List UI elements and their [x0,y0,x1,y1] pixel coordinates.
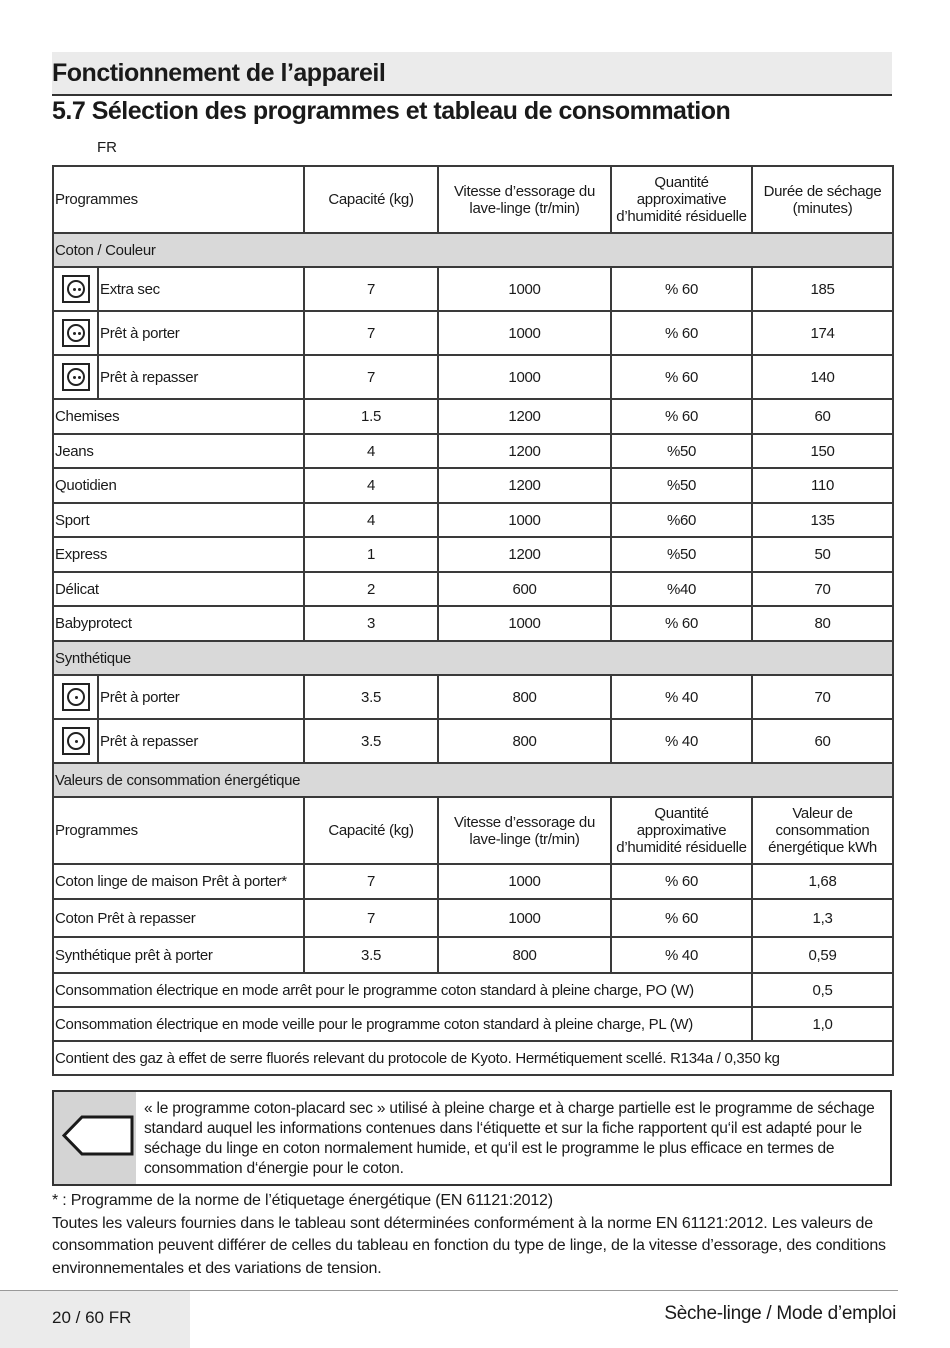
group-row [53,763,893,797]
table-header-row [53,797,893,864]
column-header: Quantité approximative d’humidité résiduelle [611,797,752,864]
table-cell: 0,59 [752,937,893,973]
group-row [53,233,893,267]
table-cell: 600 [438,572,611,606]
language-tag: FR [97,139,117,156]
table-row [53,434,893,468]
table-row [53,1007,893,1041]
table-cell: 185 [752,267,893,311]
table-cell: 3.5 [304,719,438,763]
program-icon-cell [53,675,98,719]
dry-low-heat-icon [62,727,90,755]
table-row [53,864,893,899]
note-text: « le programme coton-placard sec » utilisé à pleine charge et à charge partielle est le programme de séchage standard auquel les informations contenues dans l‘étiquette et sur la fiche rapportent qu‘il est adapté pour le séchage du linge en coton normalement humide, et qu‘il est le programme le plus efficace en termes de consommation d‘énergie pour le coton. [144,1100,875,1177]
program-name: Coton Prêt à repasser [53,899,304,937]
table-cell: 3 [304,606,438,641]
column-header: Quantité approximative d’humidité résiduelle [611,166,752,233]
table-row [53,311,893,355]
table-row [53,1041,893,1075]
table-cell: 7 [304,899,438,937]
table-cell: 60 [752,399,893,434]
footnote-asterisk: * : Programme de la norme de l’étiquetage énergétique (EN 61121:2012) [52,1192,553,1209]
power-off-value: 0,5 [752,973,893,1007]
page-number: 20 / 60 FR [52,1308,132,1327]
table-cell: % 40 [611,719,752,763]
program-name: Prêt à porter [98,311,304,355]
program-icon-cell [53,355,98,399]
group-label: Coton / Couleur [53,233,893,267]
program-name: Chemises [53,399,304,434]
table-row [53,606,893,641]
table-cell: 1,3 [752,899,893,937]
dry-high-heat-icon [62,363,90,391]
dry-high-heat-icon [62,275,90,303]
table-row [53,973,893,1007]
program-icon-cell [53,267,98,311]
table-row [53,899,893,937]
table-cell: 1,68 [752,864,893,899]
table-cell: 1.5 [304,399,438,434]
table-cell: 1000 [438,606,611,641]
table-cell: 3.5 [304,675,438,719]
table-cell: % 60 [611,399,752,434]
table-cell: 150 [752,434,893,468]
table-cell: %60 [611,503,752,537]
group-label: Synthétique [53,641,893,675]
table-row [53,355,893,399]
program-name: Délicat [53,572,304,606]
table-row [53,503,893,537]
table-cell: 1200 [438,468,611,503]
table-cell: % 60 [611,899,752,937]
program-name: Extra sec [98,267,304,311]
table-row [53,937,893,973]
table-cell: 1200 [438,537,611,572]
column-header: Programmes [53,166,304,233]
section-title: 5.7 Sélection des programmes et tableau de consommation [52,97,731,125]
table-cell: 140 [752,355,893,399]
column-header: Vitesse d’essorage du lave-linge (tr/min) [438,166,611,233]
group-row [53,641,893,675]
table-cell: 800 [438,719,611,763]
table-cell: 2 [304,572,438,606]
column-header: Vitesse d’essorage du lave-linge (tr/min) [438,797,611,864]
table-cell: 1000 [438,267,611,311]
column-header: Valeur de consommation énergétique kWh [752,797,893,864]
table-row [53,719,893,763]
table-cell: 1000 [438,503,611,537]
table-cell: % 60 [611,311,752,355]
table-cell: 70 [752,675,893,719]
note-icon-panel [54,1092,136,1184]
table-cell: 50 [752,537,893,572]
table-cell: 7 [304,267,438,311]
table-cell: 1 [304,537,438,572]
document-title: Sèche-linge / Mode d’emploi [664,1303,896,1324]
table-cell: % 60 [611,355,752,399]
column-header: Capacité (kg) [304,797,438,864]
table-cell: 7 [304,355,438,399]
table-row [53,399,893,434]
program-name: Quotidien [53,468,304,503]
dry-high-heat-icon [62,319,90,347]
dry-low-heat-icon [62,683,90,711]
table-cell: 7 [304,864,438,899]
table-cell: %50 [611,537,752,572]
table-cell: 7 [304,311,438,355]
table-cell: 4 [304,434,438,468]
tag-label-icon [54,1092,136,1188]
column-header: Programmes [53,797,304,864]
power-standby-value: 1,0 [752,1007,893,1041]
program-name: Jeans [53,434,304,468]
table-row [53,468,893,503]
table-cell: 4 [304,503,438,537]
chapter-title: Fonctionnement de l’appareil [52,59,386,87]
program-name: Express [53,537,304,572]
table-row [53,267,893,311]
table-cell: 1200 [438,434,611,468]
table-row [53,537,893,572]
group-label: Valeurs de consommation énergétique [53,763,893,797]
table-cell: 800 [438,675,611,719]
table-cell: 1000 [438,311,611,355]
table-cell: 60 [752,719,893,763]
column-header: Durée de séchage (minutes) [752,166,893,233]
table-cell: % 40 [611,675,752,719]
table-cell: %50 [611,468,752,503]
chapter-header [52,52,892,96]
table-cell: 135 [752,503,893,537]
program-name: Sport [53,503,304,537]
table-cell: %40 [611,572,752,606]
table-cell: % 60 [611,864,752,899]
program-name: Prêt à repasser [98,355,304,399]
table-cell: 174 [752,311,893,355]
table-row [53,572,893,606]
program-name: Prêt à porter [98,675,304,719]
program-name: Coton linge de maison Prêt à porter* [53,864,304,899]
table-cell: 800 [438,937,611,973]
table-cell: 3.5 [304,937,438,973]
table-row [53,675,893,719]
table-cell: 1000 [438,864,611,899]
table-header-row [53,166,893,233]
footnotes [52,1190,897,1280]
table-cell: 1000 [438,355,611,399]
program-consumption-table [52,165,894,1076]
footnote-values: Toutes les valeurs fournies dans le tableau sont déterminées conformément à la norme EN 61121:2012. Les valeurs de consommation peuvent différer de celles du tableau en fonction du type de linge, de la vitesse d’essorage, des conditions environnementales et des variations de tension. [52,1214,886,1277]
table-cell: % 60 [611,267,752,311]
program-icon-cell [53,719,98,763]
table-cell: 110 [752,468,893,503]
table-cell: 1000 [438,899,611,937]
table-cell: 80 [752,606,893,641]
program-name: Babyprotect [53,606,304,641]
program-icon-cell [53,311,98,355]
table-cell: % 60 [611,606,752,641]
table-cell: 4 [304,468,438,503]
info-note [52,1090,892,1186]
table-cell: 70 [752,572,893,606]
column-header: Capacité (kg) [304,166,438,233]
power-off-label: Consommation électrique en mode arrêt pour le programme coton standard à pleine charge, PO (W) [53,973,752,1007]
refrigerant-note: Contient des gaz à effet de serre fluorés relevant du protocole de Kyoto. Hermétiquement scellé. R134a / 0,350 kg [53,1041,893,1075]
power-standby-label: Consommation électrique en mode veille pour le programme coton standard à pleine charge, PL (W) [53,1007,752,1041]
table-cell: %50 [611,434,752,468]
program-name: Prêt à repasser [98,719,304,763]
program-name: Synthétique prêt à porter [53,937,304,973]
table-cell: % 40 [611,937,752,973]
table-cell: 1200 [438,399,611,434]
